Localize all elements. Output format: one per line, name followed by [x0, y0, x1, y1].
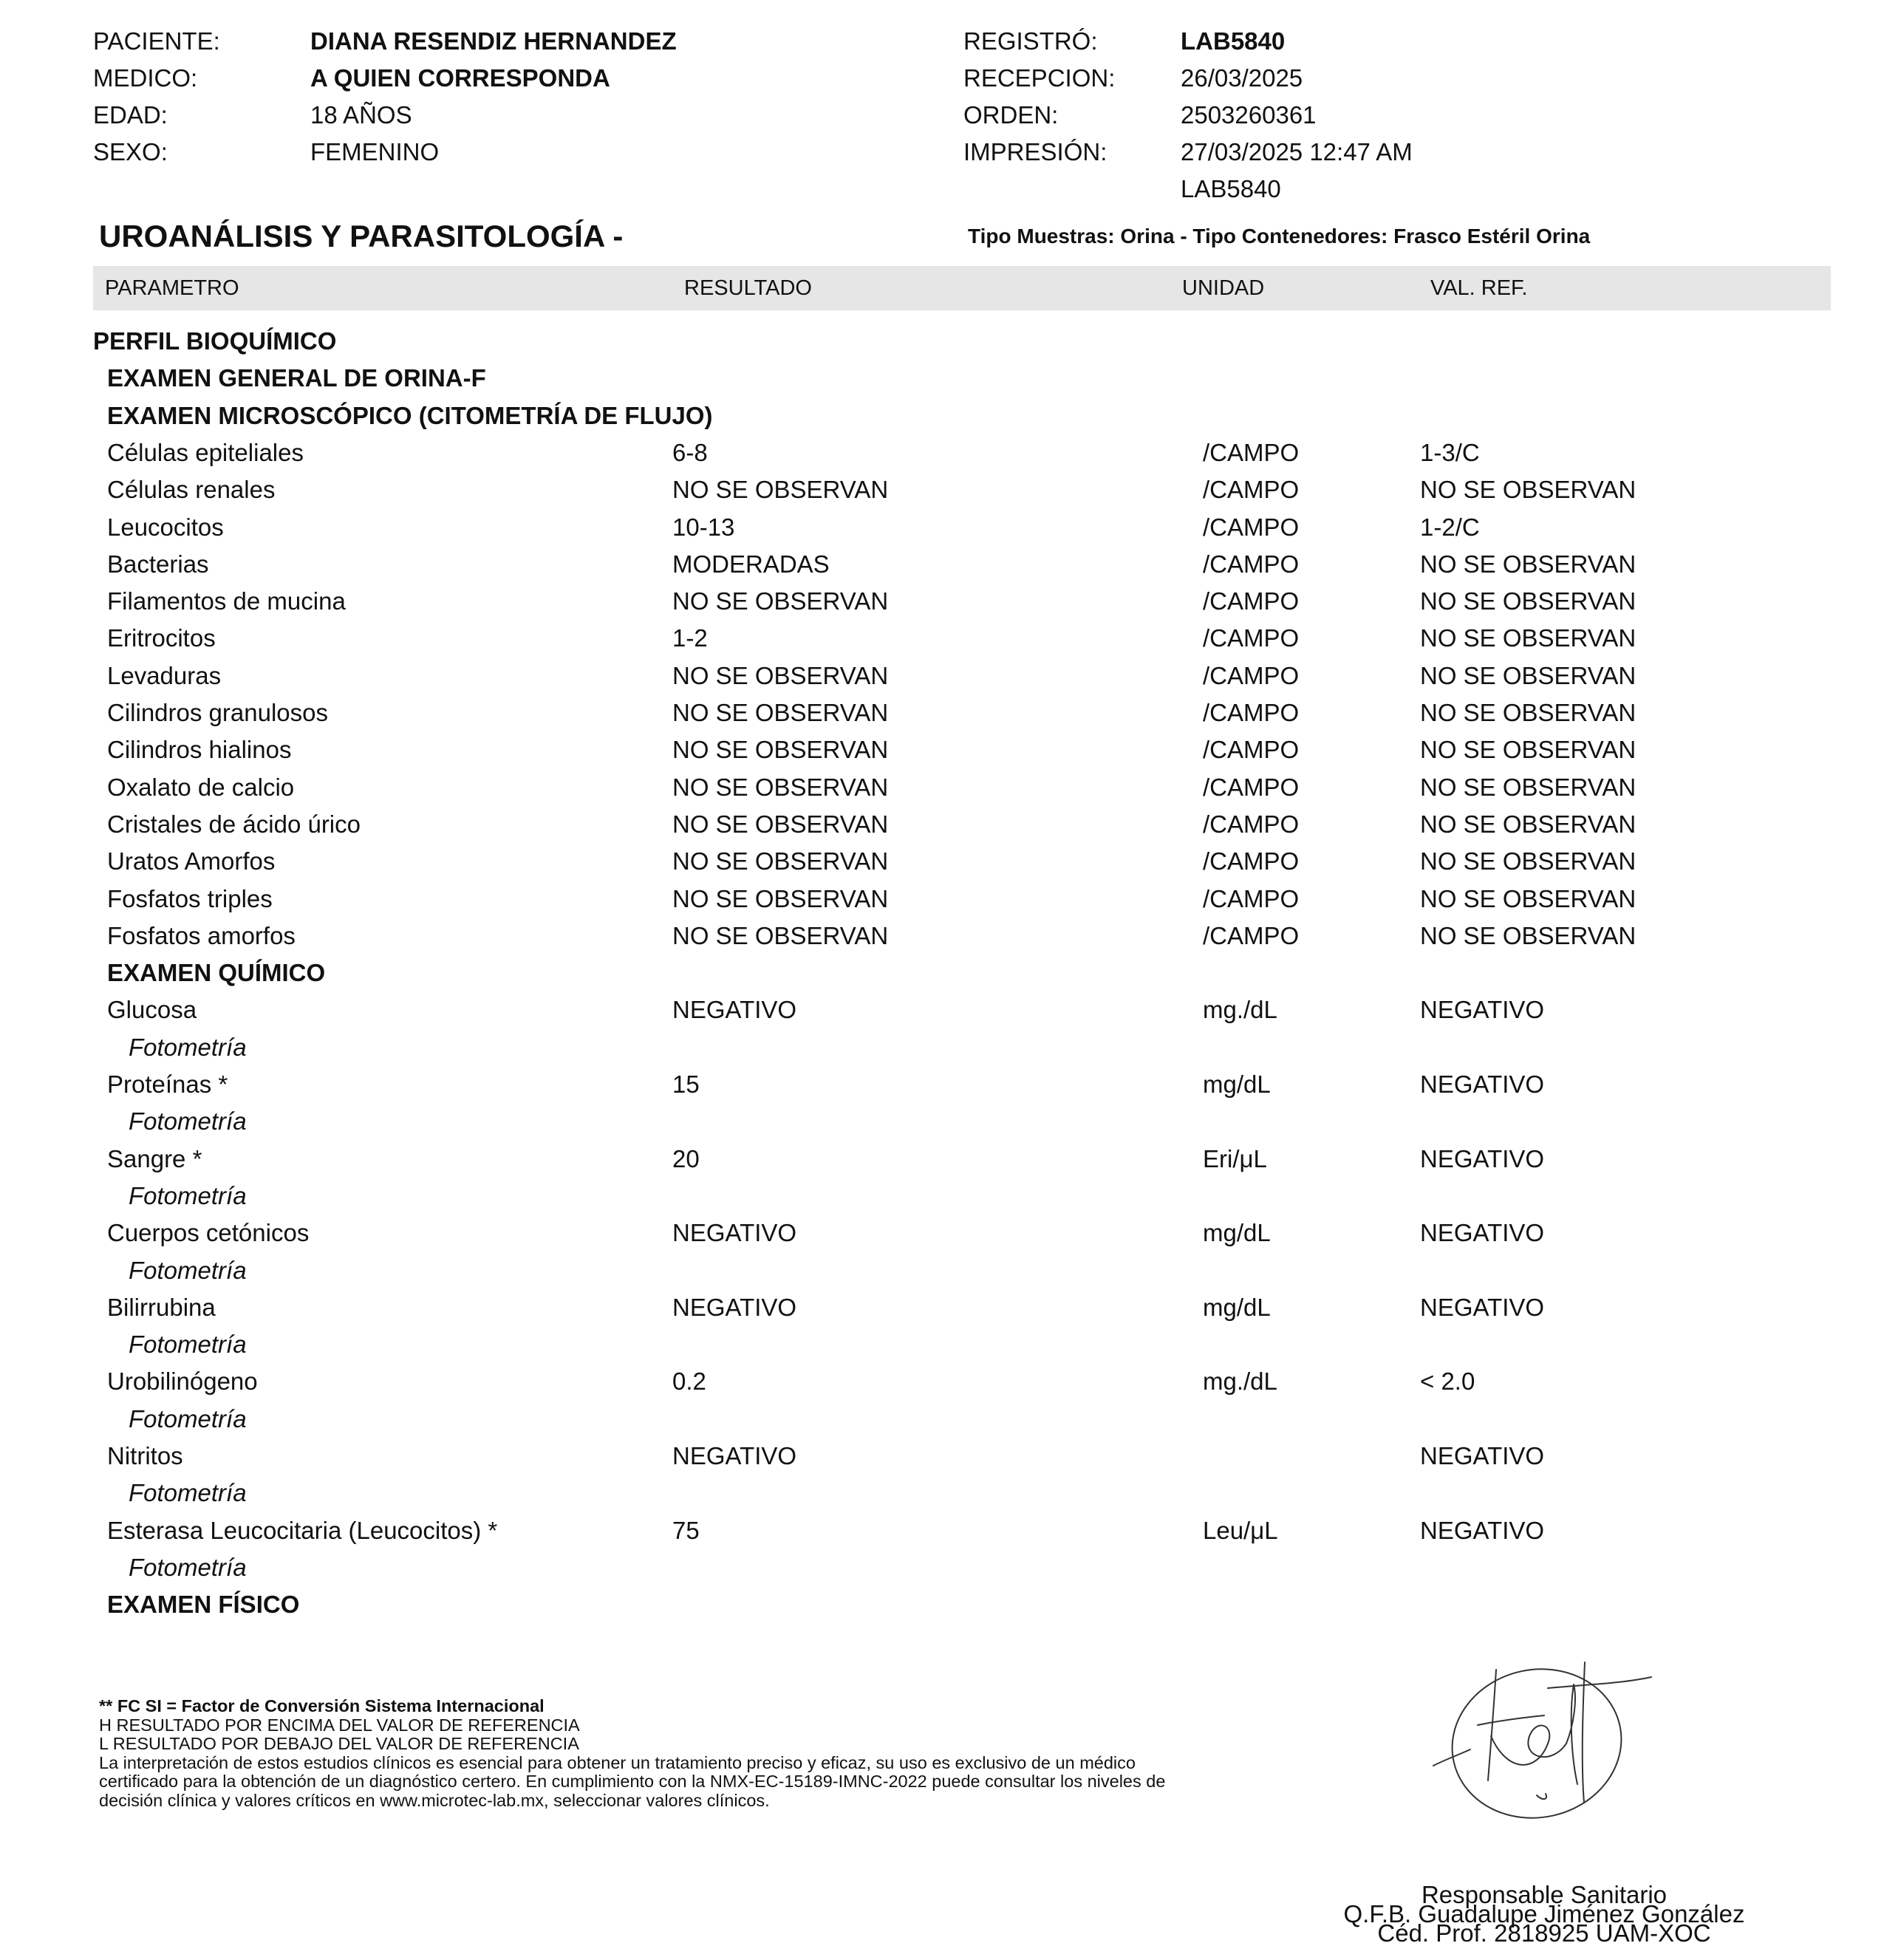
reference-value: NO SE OBSERVAN	[1420, 699, 1636, 726]
patient-value: DIANA RESENDIZ HERNANDEZ	[310, 27, 677, 55]
unit-value: /CAMPO	[1203, 699, 1300, 726]
result-value: NEGATIVO	[672, 1219, 797, 1247]
parameter-name: Eritrocitos	[107, 624, 216, 652]
method-note	[0, 1107, 1884, 1144]
reference-value: NO SE OBSERVAN	[1420, 773, 1636, 801]
parameter-name: Cuerpos cetónicos	[107, 1219, 310, 1247]
result-value: NO SE OBSERVAN	[672, 921, 889, 949]
heading-text: EXAMEN MICROSCÓPICO (CITOMETRÍA DE FLUJO)	[107, 401, 713, 429]
parameter-name: Uratos Amorfos	[107, 847, 276, 875]
result-value: NO SE OBSERVAN	[672, 699, 889, 726]
signature-name: Q.F.B. Guadalupe Jiménez González	[1343, 1900, 1745, 1927]
unit-value: /CAMPO	[1203, 587, 1300, 615]
method-name: Fotometría	[129, 1331, 247, 1359]
table-row	[0, 438, 1884, 475]
unit-value: /CAMPO	[1203, 736, 1300, 764]
table-row	[0, 884, 1884, 921]
result-value: 10-13	[672, 513, 735, 541]
reference-value: NEGATIVO	[1420, 1071, 1545, 1098]
result-value: NEGATIVO	[672, 1293, 797, 1321]
reference-value: NEGATIVO	[1420, 1293, 1545, 1321]
reference-value: NO SE OBSERVAN	[1420, 884, 1636, 912]
table-row	[0, 1367, 1884, 1404]
handwritten-signature	[1426, 1655, 1670, 1840]
sample-info: Tipo Muestras: Orina - Tipo Contenedores: Frasco Estéril Orina	[968, 225, 1591, 247]
parameter-name: Células renales	[107, 476, 276, 504]
column-header-unit: UNIDAD	[1182, 276, 1265, 300]
reference-value: NEGATIVO	[1420, 1516, 1545, 1544]
result-value: NEGATIVO	[672, 1442, 797, 1469]
parameter-name: Sangre *	[107, 1144, 202, 1172]
footer-disclaimer-line1: La interpretación de estos estudios clínicos es esencial para obtener un tratamiento preciso y eficaz, su uso es exclusivo de un médico	[99, 1752, 1136, 1772]
result-value: NO SE OBSERVAN	[672, 476, 889, 504]
table-row	[0, 921, 1884, 958]
table-row	[0, 1516, 1884, 1553]
unit-value: Eri/μL	[1203, 1144, 1267, 1172]
parameter-name: Bilirrubina	[107, 1293, 216, 1321]
signature-role: Responsable Sanitario	[1421, 1881, 1668, 1908]
order-label: ORDEN:	[963, 101, 1059, 129]
reference-value: NO SE OBSERVAN	[1420, 624, 1636, 652]
table-row	[0, 624, 1884, 660]
section-group-heading	[0, 401, 1884, 438]
signature-license: Céd. Prof. 2818925 UAM-XOC	[1377, 1919, 1711, 1947]
print-label: IMPRESIÓN:	[963, 138, 1107, 165]
result-value: NO SE OBSERVAN	[672, 773, 889, 801]
column-header-bar	[93, 266, 1831, 310]
reference-value: NO SE OBSERVAN	[1420, 550, 1636, 578]
age-label: EDAD:	[93, 101, 168, 129]
unit-value: /CAMPO	[1203, 476, 1300, 504]
method-note	[0, 1553, 1884, 1590]
footer-disclaimer-line3: decisión clínica y valores críticos en www.microtec-lab.mx, seleccionar valores clínicos.	[99, 1790, 770, 1810]
table-row	[0, 995, 1884, 1032]
column-header-reference: VAL. REF.	[1430, 276, 1528, 300]
doctor-label: MEDICO:	[93, 64, 198, 92]
age-value: 18 AÑOS	[310, 101, 412, 129]
unit-value: /CAMPO	[1203, 661, 1300, 689]
table-row	[0, 475, 1884, 512]
reference-value: NEGATIVO	[1420, 996, 1545, 1024]
registered-value: LAB5840	[1181, 27, 1286, 55]
reference-value: 1-3/C	[1420, 438, 1480, 466]
reference-value: NO SE OBSERVAN	[1420, 476, 1636, 504]
parameter-name: Células epiteliales	[107, 438, 304, 466]
table-row	[0, 661, 1884, 698]
table-row	[0, 1293, 1884, 1330]
method-name: Fotometría	[129, 1479, 247, 1507]
method-note	[0, 1181, 1884, 1218]
method-name: Fotometría	[129, 1033, 247, 1061]
parameter-name: Cilindros granulosos	[107, 699, 328, 726]
table-row	[0, 550, 1884, 587]
table-row	[0, 513, 1884, 550]
table-row	[0, 1144, 1884, 1181]
method-name: Fotometría	[129, 1107, 247, 1136]
result-value: 1-2	[672, 624, 708, 652]
result-value: 75	[672, 1516, 700, 1544]
footer-high-note: H RESULTADO POR ENCIMA DEL VALOR DE REFERENCIA	[99, 1715, 580, 1735]
parameter-name: Levaduras	[107, 661, 222, 689]
footer-conversion-note: ** FC SI = Factor de Conversión Sistema Internacional	[99, 1696, 545, 1715]
result-value: NO SE OBSERVAN	[672, 587, 889, 615]
heading-text: EXAMEN GENERAL DE ORINA-F	[107, 364, 486, 392]
reference-value: NEGATIVO	[1420, 1219, 1545, 1247]
reference-value: NEGATIVO	[1420, 1144, 1545, 1172]
result-value: 6-8	[672, 438, 708, 466]
parameter-name: Nitritos	[107, 1442, 183, 1469]
reference-value: NO SE OBSERVAN	[1420, 661, 1636, 689]
patient-label: PACIENTE:	[93, 27, 220, 55]
table-row	[0, 810, 1884, 847]
result-value: NO SE OBSERVAN	[672, 736, 889, 764]
method-note	[0, 1404, 1884, 1441]
unit-value: /CAMPO	[1203, 624, 1300, 652]
parameter-name: Esterasa Leucocitaria (Leucocitos) *	[107, 1516, 498, 1544]
heading-text: PERFIL BIOQUÍMICO	[93, 327, 337, 355]
parameter-name: Urobilinógeno	[107, 1367, 258, 1396]
parameter-name: Fosfatos triples	[107, 884, 273, 912]
order-value: 2503260361	[1181, 101, 1317, 129]
column-header-result: RESULTADO	[684, 276, 812, 300]
sex-value: FEMENINO	[310, 138, 440, 165]
section-group-heading	[0, 958, 1884, 995]
footer-low-note: L RESULTADO POR DEBAJO DEL VALOR DE REFERENCIA	[99, 1734, 579, 1753]
method-note	[0, 1033, 1884, 1070]
result-value: 0.2	[672, 1367, 706, 1396]
section-title: UROANÁLISIS Y PARASITOLOGÍA -	[99, 219, 624, 253]
parameter-name: Cilindros hialinos	[107, 736, 292, 764]
parameter-name: Leucocitos	[107, 513, 224, 541]
parameter-name: Filamentos de mucina	[107, 587, 346, 615]
unit-value: mg./dL	[1203, 996, 1277, 1024]
parameter-name: Fosfatos amorfos	[107, 921, 296, 949]
table-row	[0, 1218, 1884, 1255]
result-value: MODERADAS	[672, 550, 830, 578]
result-value: NEGATIVO	[672, 996, 797, 1024]
unit-value: /CAMPO	[1203, 550, 1300, 578]
method-note	[0, 1330, 1884, 1367]
result-value: NO SE OBSERVAN	[672, 847, 889, 875]
unit-value: /CAMPO	[1203, 884, 1300, 912]
unit-value: mg/dL	[1203, 1293, 1271, 1321]
reference-value: NO SE OBSERVAN	[1420, 587, 1636, 615]
table-row	[0, 847, 1884, 884]
footer-notes	[99, 1697, 1311, 1810]
unit-value: mg/dL	[1203, 1219, 1271, 1247]
parameter-name: Glucosa	[107, 996, 197, 1024]
reception-value: 26/03/2025	[1181, 64, 1303, 92]
parameter-name: Proteínas *	[107, 1071, 228, 1098]
result-value: NO SE OBSERVAN	[672, 884, 889, 912]
result-value: 15	[672, 1071, 700, 1098]
print-value: 27/03/2025 12:47 AM	[1181, 138, 1413, 165]
result-value: 20	[672, 1144, 700, 1172]
table-row	[0, 1070, 1884, 1107]
table-row	[0, 773, 1884, 810]
table-row	[0, 587, 1884, 624]
method-name: Fotometría	[129, 1256, 247, 1284]
reference-value: 1-2/C	[1420, 513, 1480, 541]
parameter-name: Bacterias	[107, 550, 209, 578]
section-group-heading	[0, 363, 1884, 400]
unit-value: /CAMPO	[1203, 847, 1300, 875]
unit-value: mg/dL	[1203, 1071, 1271, 1098]
table-row	[0, 1441, 1884, 1478]
reference-value: < 2.0	[1420, 1367, 1475, 1396]
unit-value: /CAMPO	[1203, 810, 1300, 838]
unit-value: /CAMPO	[1203, 773, 1300, 801]
reference-value: NO SE OBSERVAN	[1420, 736, 1636, 764]
parameter-name: Cristales de ácido úrico	[107, 810, 361, 838]
heading-text: EXAMEN QUÍMICO	[107, 959, 326, 987]
method-note	[0, 1256, 1884, 1293]
registered-label: REGISTRÓ:	[963, 27, 1098, 55]
heading-text: EXAMEN FÍSICO	[107, 1591, 300, 1619]
reference-value: NEGATIVO	[1420, 1442, 1545, 1469]
reception-label: RECEPCION:	[963, 64, 1116, 92]
parameter-name: Oxalato de calcio	[107, 773, 295, 801]
profile-heading	[0, 327, 1884, 363]
reference-value: NO SE OBSERVAN	[1420, 847, 1636, 875]
section-group-heading	[0, 1590, 1884, 1627]
sex-label: SEXO:	[93, 138, 168, 165]
column-header-parameter: PARAMETRO	[105, 276, 239, 300]
result-value: NO SE OBSERVAN	[672, 661, 889, 689]
unit-value: /CAMPO	[1203, 438, 1300, 466]
print-user: LAB5840	[1181, 175, 1281, 202]
unit-value: /CAMPO	[1203, 921, 1300, 949]
reference-value: NO SE OBSERVAN	[1420, 810, 1636, 838]
method-name: Fotometría	[129, 1181, 247, 1209]
method-name: Fotometría	[129, 1553, 247, 1581]
unit-value: /CAMPO	[1203, 513, 1300, 541]
reference-value: NO SE OBSERVAN	[1420, 921, 1636, 949]
table-row	[0, 698, 1884, 735]
unit-value: mg./dL	[1203, 1367, 1277, 1396]
doctor-value: A QUIEN CORRESPONDA	[310, 64, 610, 92]
result-value: NO SE OBSERVAN	[672, 810, 889, 838]
table-row	[0, 735, 1884, 772]
footer-disclaimer-line2: certificado para la obtención de un diagnóstico certero. En cumplimiento con la NMX-EC-15189-IMNC-2022 puede consultar los niveles de	[99, 1772, 1166, 1791]
method-name: Fotometría	[129, 1404, 247, 1433]
method-note	[0, 1478, 1884, 1515]
unit-value: Leu/μL	[1203, 1516, 1278, 1544]
